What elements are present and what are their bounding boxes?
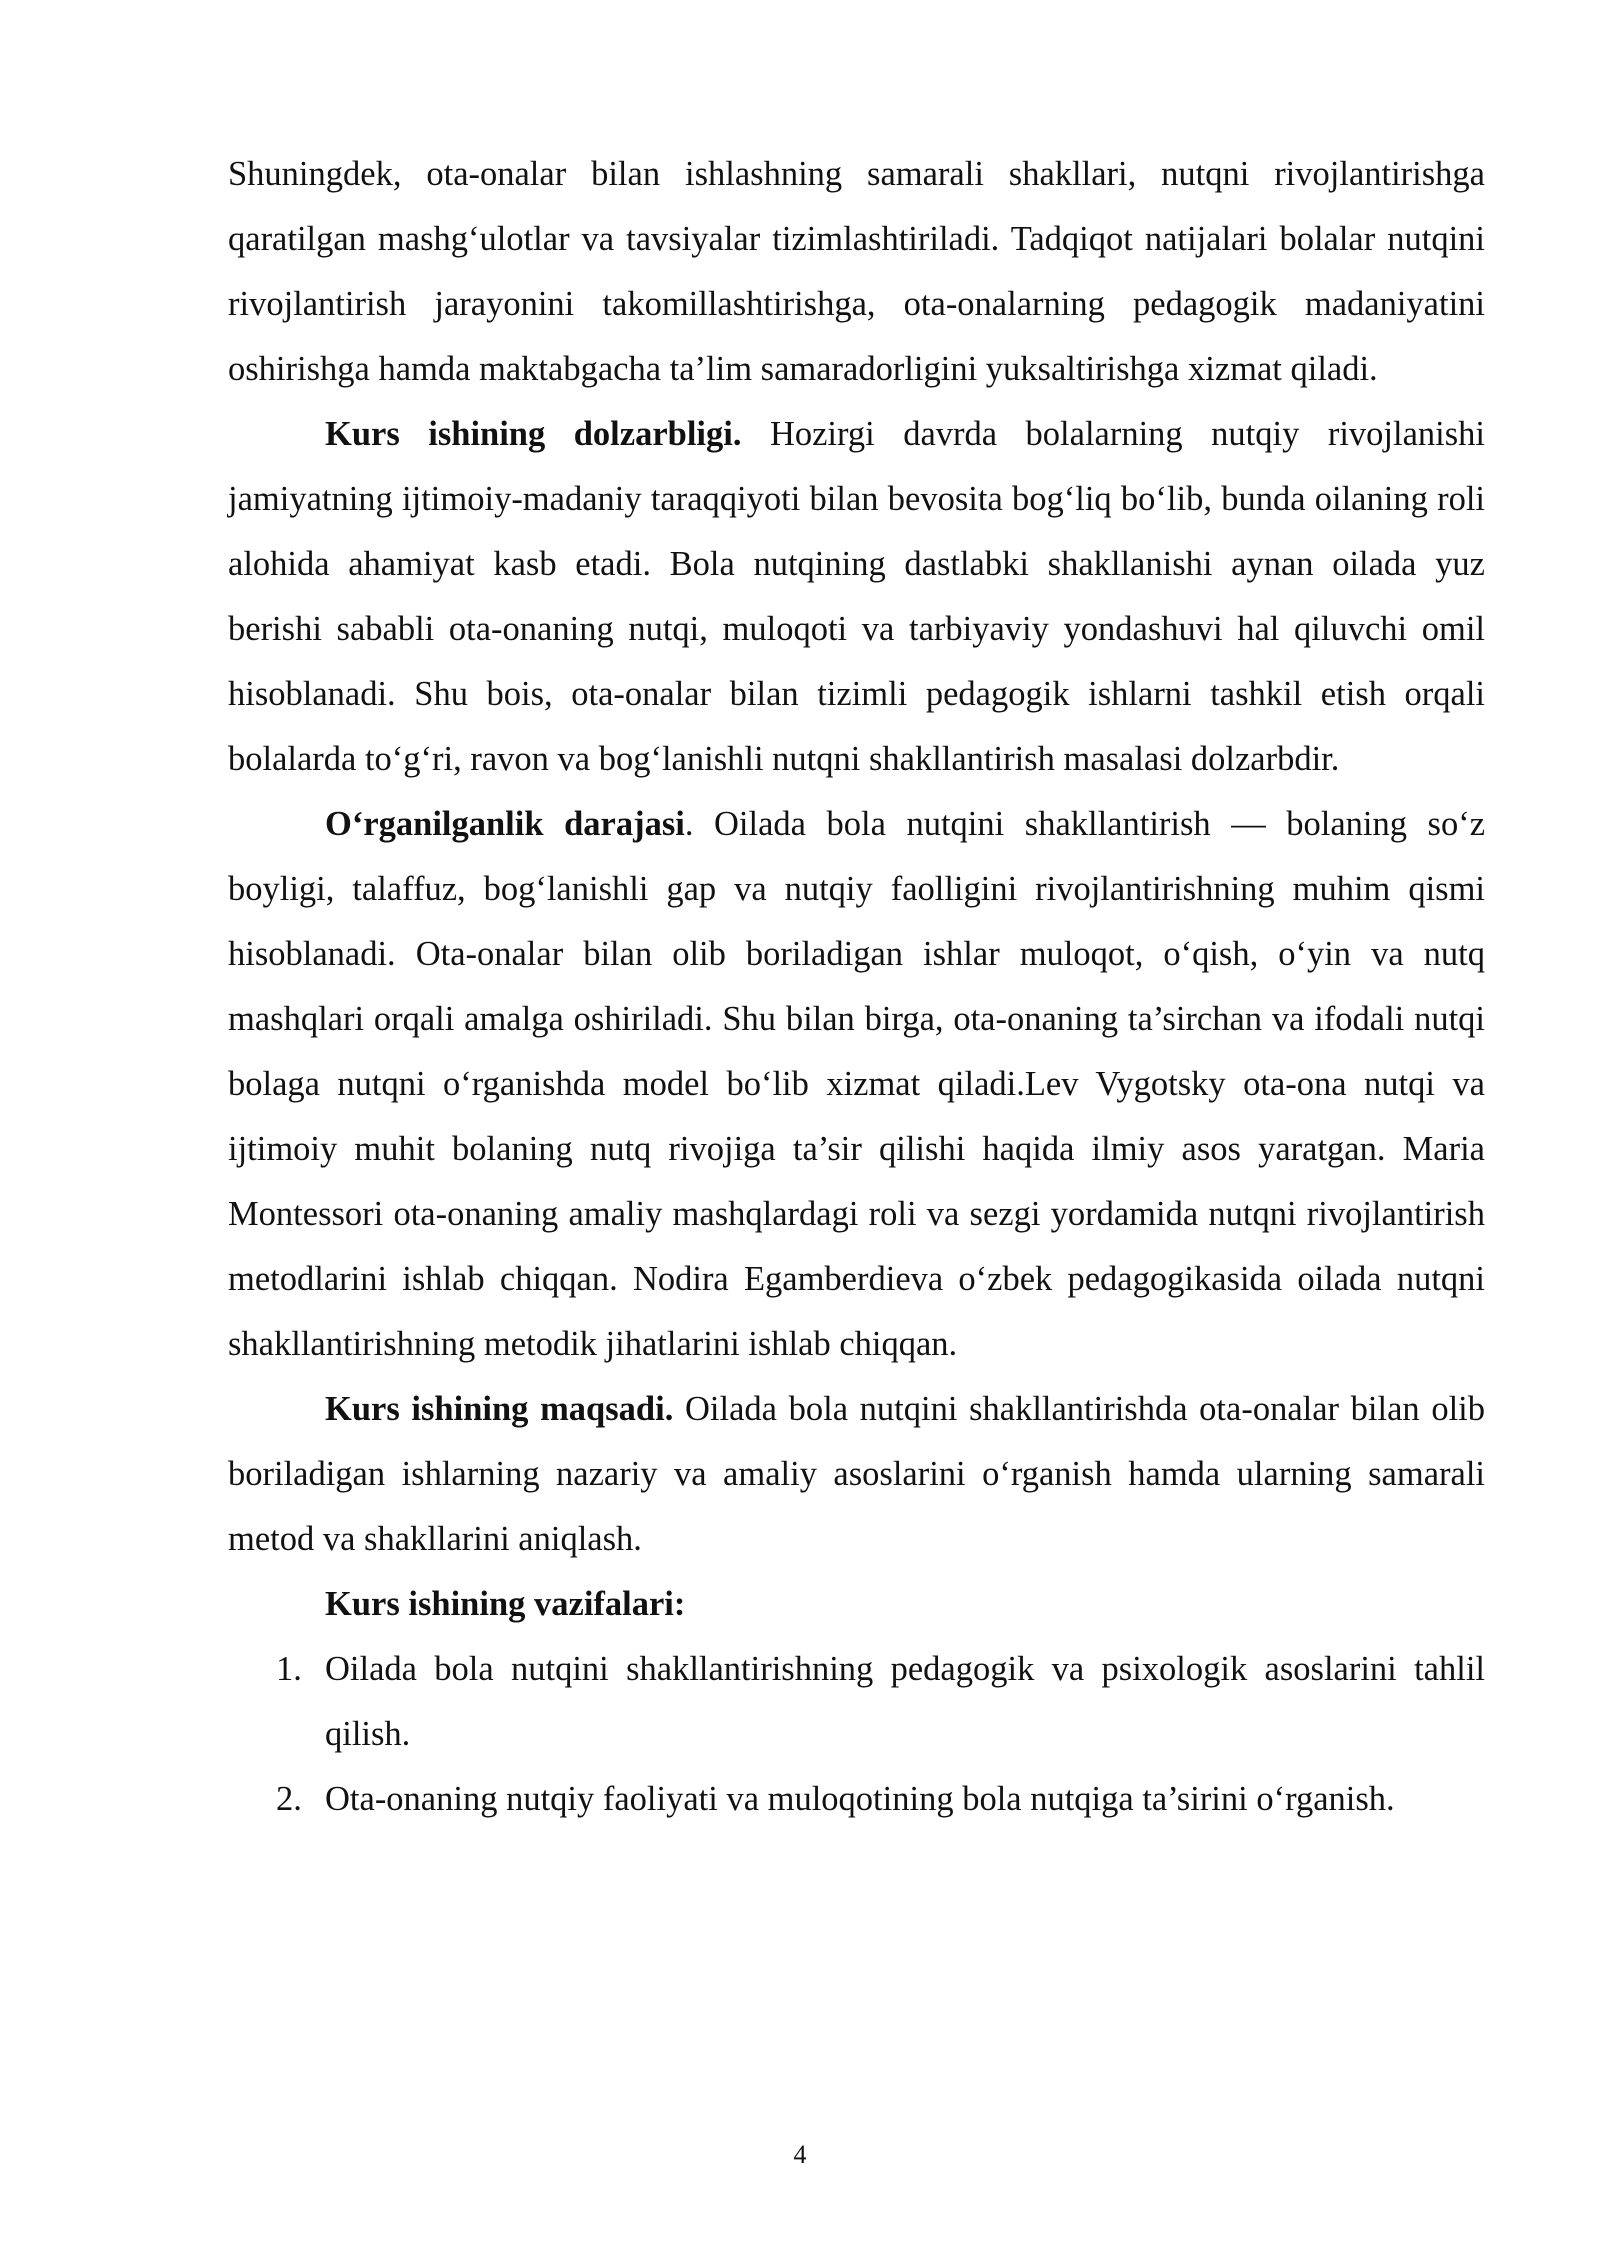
study-level-heading: O‘rganilganlik darajasi	[325, 805, 685, 843]
list-item	[228, 1637, 1485, 1767]
study-level-text: . Oilada bola nutqini shakllantirish — bolaning so‘z boyligi, talaffuz, bog‘lanishli gap va nutqiy faolligini rivojlantirishning muhim qismi hisoblanadi. Ota-onalar bilan olib boriladigan ishlar muloqot, o‘qish, o‘yin va nutq mashqlari orqali amalga oshiriladi. Shu bilan birga, ota-onaning ta’sirchan va ifodali nutqi bolaga nutqni o‘rganishda model bo‘lib xizmat qiladi.Lev Vygotsky ota-ona nutqi va ijtimoiy muhit bolaning nutq rivojiga ta’sir qilishi haqida ilmiy asos yaratgan. Maria Montessori ota-onaning amaliy mashqlardagi roli va sezgi yordamida nutqni rivojlantirish metodlarini ishlab chiqqan. Nodira Egamberdieva o‘zbek pedagogikasida oilada nutqni shakllantirishning metodik jihatlarini ishlab chiqqan.	[228, 805, 1486, 1363]
goal-heading: Kurs ishining maqsadi.	[325, 1390, 674, 1428]
intro-paragraph: Shuningdek, ota-onalar bilan ishlashning samarali shakllari, nutqni rivojlantirishga qaratilgan mashg‘ulotlar va tavsiyalar tizimlashtiriladi. Tadqiqot natijalari bolalar nutqini rivojlantirish jarayonini takomillashtirishga, ota-onalarning pedagogik madaniyatini oshirishga hamda maktabgacha ta’lim samaradorligini yuksaltirishga xizmat qiladi.	[228, 155, 1485, 388]
study-level-paragraph	[228, 792, 1485, 1377]
relevance-paragraph	[228, 402, 1485, 792]
list-item-text: Ota-onaning nutqiy faoliyati va muloqotining bola nutqiga ta’sirini o‘rganish.	[325, 1780, 1395, 1818]
list-item-number: 2.	[276, 1780, 302, 1818]
list-item-number: 1.	[276, 1650, 302, 1688]
list-item	[228, 1767, 1485, 1832]
goal-text: Oilada bola nutqini shakllantirishda ota-onalar bilan olib boriladigan ishlarning nazariy va amaliy asoslarini o‘rganish hamda ularning samarali metod va shakllarini aniqlash.	[228, 1390, 1485, 1558]
document-page	[228, 142, 1485, 1832]
tasks-list	[228, 1637, 1485, 1832]
relevance-heading: Kurs ishining dolzarbligi.	[325, 415, 742, 453]
page-number: 4	[793, 2140, 807, 2169]
tasks-heading: Kurs ishining vazifalari:	[325, 1585, 686, 1623]
goal-paragraph	[228, 1377, 1485, 1572]
list-item-text: Oilada bola nutqini shakllantirishning pedagogik va psixologik asoslarini tahlil qilish.	[325, 1650, 1485, 1753]
relevance-text: Hozirgi davrda bolalarning nutqiy rivojlanishi jamiyatning ijtimoiy-madaniy taraqqiyoti bilan bevosita bog‘liq bo‘lib, bunda oilaning roli alohida ahamiyat kasb etadi. Bola nutqining dastlabki shakllanishi aynan oilada yuz berishi sababli ota-onaning nutqi, muloqoti va tarbiyaviy yondashuvi hal qiluvchi omil hisoblanadi. Shu bois, ota-onalar bilan tizimli pedagogik ishlarni tashkil etish orqali bolalarda to‘g‘ri, ravon va bog‘lanishli nutqni shakllantirish masalasi dolzarbdir.	[228, 415, 1485, 778]
